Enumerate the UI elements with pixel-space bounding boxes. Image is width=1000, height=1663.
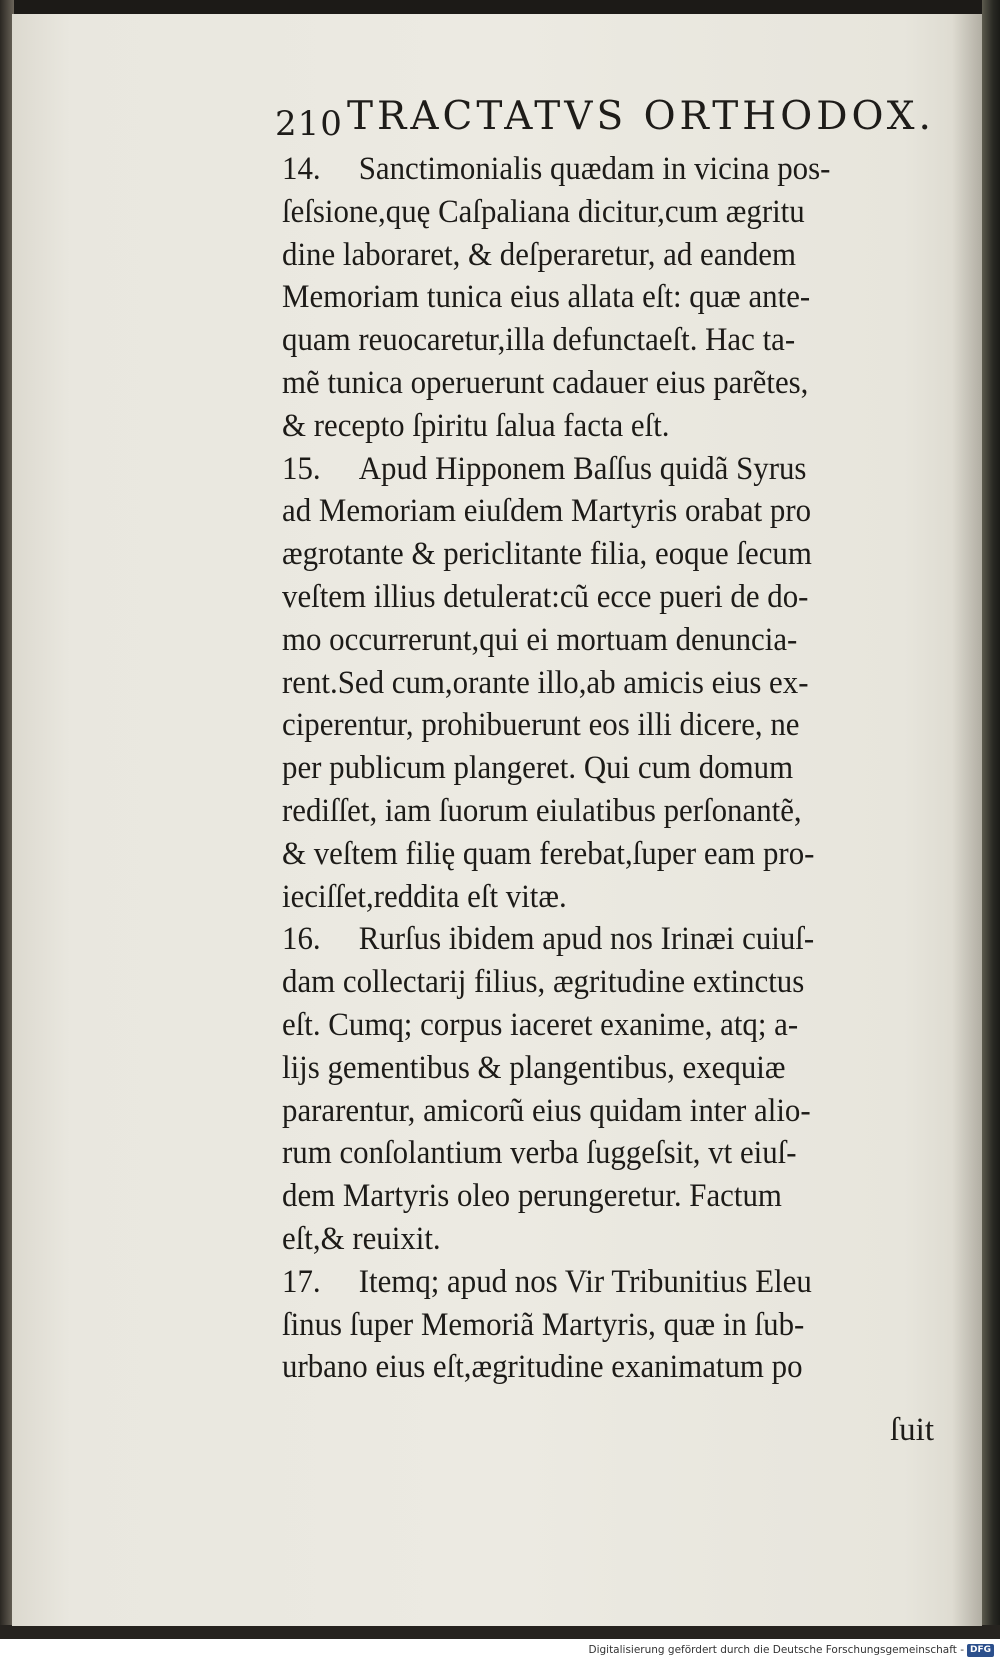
text-line [282,448,937,491]
line-text: ieciſſet,reddita eſt vitæ. [282,878,567,915]
footer-credit: Digitalisierung gefördert durch die Deutsche Forschungsgemeinschaft - [588,1644,964,1656]
section-number: 14. [282,151,321,187]
line-text: veſtem illius detulerat:cũ ecce pueri de do- [282,578,809,615]
line-text: mẽ tunica operuerunt cadauer eius parẽtes, [282,364,809,401]
line-text: rediſſet, iam ſuorum eiulatibus perſonantẽ, [282,792,802,829]
text-line [282,1132,937,1175]
text-line [282,276,937,319]
line-text: ſeſsione,quę Caſpaliana dicitur,cum ægritu [282,193,805,230]
line-text: eſt. Cumq; corpus iaceret exanime, atq; a- [282,1006,799,1043]
line-text: lijs gementibus & plangentibus, exequiæ [282,1049,786,1086]
line-text: ægrotante & periclitante filia, eoque ſecum [282,536,812,573]
section-number: 16. [282,921,321,958]
section-number: 15. [282,450,321,487]
line-text: ſinus ſuper Memoriã Martyris, quæ in ſub- [282,1306,805,1343]
text-line [282,918,937,961]
line-text: dam collectarij filius, ægritudine extinctus [282,964,805,1001]
text-line [282,704,937,747]
text-line [282,362,937,405]
text-line [282,1346,937,1389]
text-line [282,662,937,705]
running-title: TRACTATVS ORTHODOX. [347,94,935,139]
line-text: dine laboraret, & deſperaretur, ad eandem [282,236,797,273]
line-text: ciperentur, prohibuerunt eos illi dicere, ne [282,707,800,744]
text-line [282,747,937,790]
line-text: & recepto ſpiritu ſalua facta eſt. [282,407,670,444]
line-text: pararentur, amicorũ eius quidam inter alio- [282,1092,811,1129]
line-text: mo occurrerunt,qui ei mortuam denuncia- [282,621,798,658]
text-line [282,1175,937,1218]
text-line [282,790,937,833]
text-line [282,1261,937,1304]
line-text: & veſtem filię quam ferebat,ſuper eam pro- [282,835,815,872]
line-text: quam reuocaretur,illa defunctaeſt. Hac ta- [282,322,796,359]
dfg-logo: DFG [967,1644,994,1657]
line-text: rum conſolantium verba ſuggeſsit, vt eiuſ- [282,1135,797,1172]
footer-bar [0,1639,1000,1663]
page-header [275,94,935,150]
line-text: Apud Hipponem Baſſus quidã Syrus [358,450,807,487]
text-line [282,961,937,1004]
text-line [282,833,937,876]
text-line [282,533,937,576]
text-line [282,319,937,362]
line-text: Sanctimonialis quædam in vicina pos- [358,151,831,187]
text-line [282,490,937,533]
text-line [282,619,937,662]
line-text: rent.Sed cum,orante illo,ab amicis eius ex- [282,664,809,701]
text-line [282,148,937,191]
text-line [282,191,937,234]
line-text: Rurſus ibidem apud nos Irinæi cuiuſ- [358,921,815,958]
line-text: urbano eius eſt,ægritudine exanimatum po [282,1349,803,1386]
text-line [282,1218,937,1261]
line-text: per publicum plangeret. Qui cum domum [282,750,794,787]
page-number: 210 [275,104,343,144]
line-text: Itemq; apud nos Vir Tribunitius Eleu [358,1263,812,1300]
text-line [282,1090,937,1133]
text-line [282,876,937,919]
text-line [282,1304,937,1347]
text-line [282,1047,937,1090]
line-text: eſt,& reuixit. [282,1220,441,1257]
line-text: ad Memoriam eiuſdem Martyris orabat pro [282,493,812,530]
text-line [282,1004,937,1047]
text-line [282,576,937,619]
section-number: 17. [282,1263,321,1300]
line-text: dem Martyris oleo perungeretur. Factum [282,1178,782,1215]
book-right-edge [982,0,1000,1625]
scan-top-border [0,0,1000,14]
text-line [282,234,937,277]
text-line [282,405,937,448]
scan-bottom-band [0,1625,1000,1639]
catchword: ſuit [890,1412,935,1448]
body-text [282,148,982,1389]
line-text: Memoriam tunica eius allata eſt: quæ ante- [282,279,811,316]
